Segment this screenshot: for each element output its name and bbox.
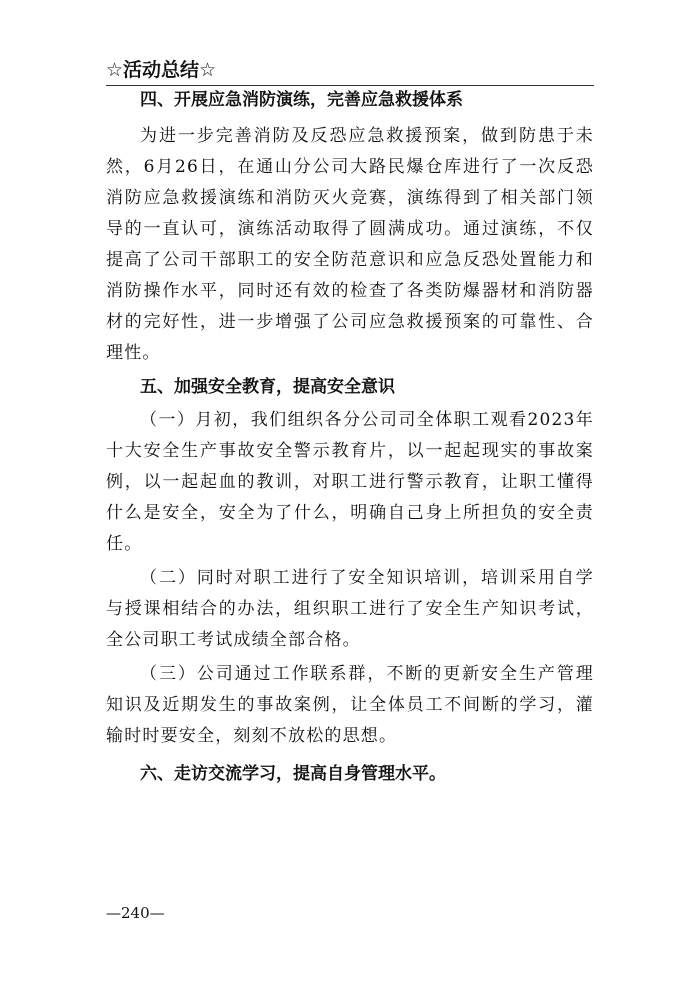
page-number: —240— — [106, 904, 165, 922]
section-heading-5: 五、加强安全教育，提高安全意识 — [140, 377, 395, 397]
document-body — [106, 87, 594, 786]
page-header — [106, 58, 594, 86]
section-5-paragraph-2: （二）同时对职工进行了安全知识培训，培训采用自学与授课相结合的办法，组织职工进行了安全生产知识考试，全公司职工考试成绩全部合格。 — [106, 568, 594, 650]
section-5-paragraph-3: （三）公司通过工作联系群，不断的更新安全生产管理知识及近期发生的事故案例，让全体员工不间断的学习，灌输时时要安全，刻刻不放松的思想。 — [106, 664, 594, 746]
section-heading-4: 四、开展应急消防演练，完善应急救援体系 — [140, 90, 463, 110]
section-5-paragraph-1: （一）月初，我们组织各分公司司全体职工观看2023年十大安全生产事故安全警示教育片，以一起起现实的事故案例，以一起起血的教训，对职工进行警示教育，让职工懂得什么是安全，安全为了什么，明确自己身上所担负的安全责任。 — [106, 410, 594, 554]
section-4-paragraph: 为进一步完善消防及反恐应急救援预案，做到防患于未然，6月26日，在通山分公司大路民爆仓库进行了一次反恐消防应急救援演练和消防灭火竞赛，演练得到了相关部门领导的一直认可，演练活动取得了圆满成功。通过演练，不仅提高了公司干部职工的安全防范意识和应急反恐处置能力和消防操作水平，同时还有效的检查了各类防爆器材和消防器材的完好性，进一步增强了公司应急救援预案的可靠性、合理性。 — [106, 126, 594, 363]
header-title: ☆活动总结☆ — [106, 59, 217, 81]
section-heading-6: 六、走访交流学习，提高自身管理水平。 — [140, 764, 446, 784]
